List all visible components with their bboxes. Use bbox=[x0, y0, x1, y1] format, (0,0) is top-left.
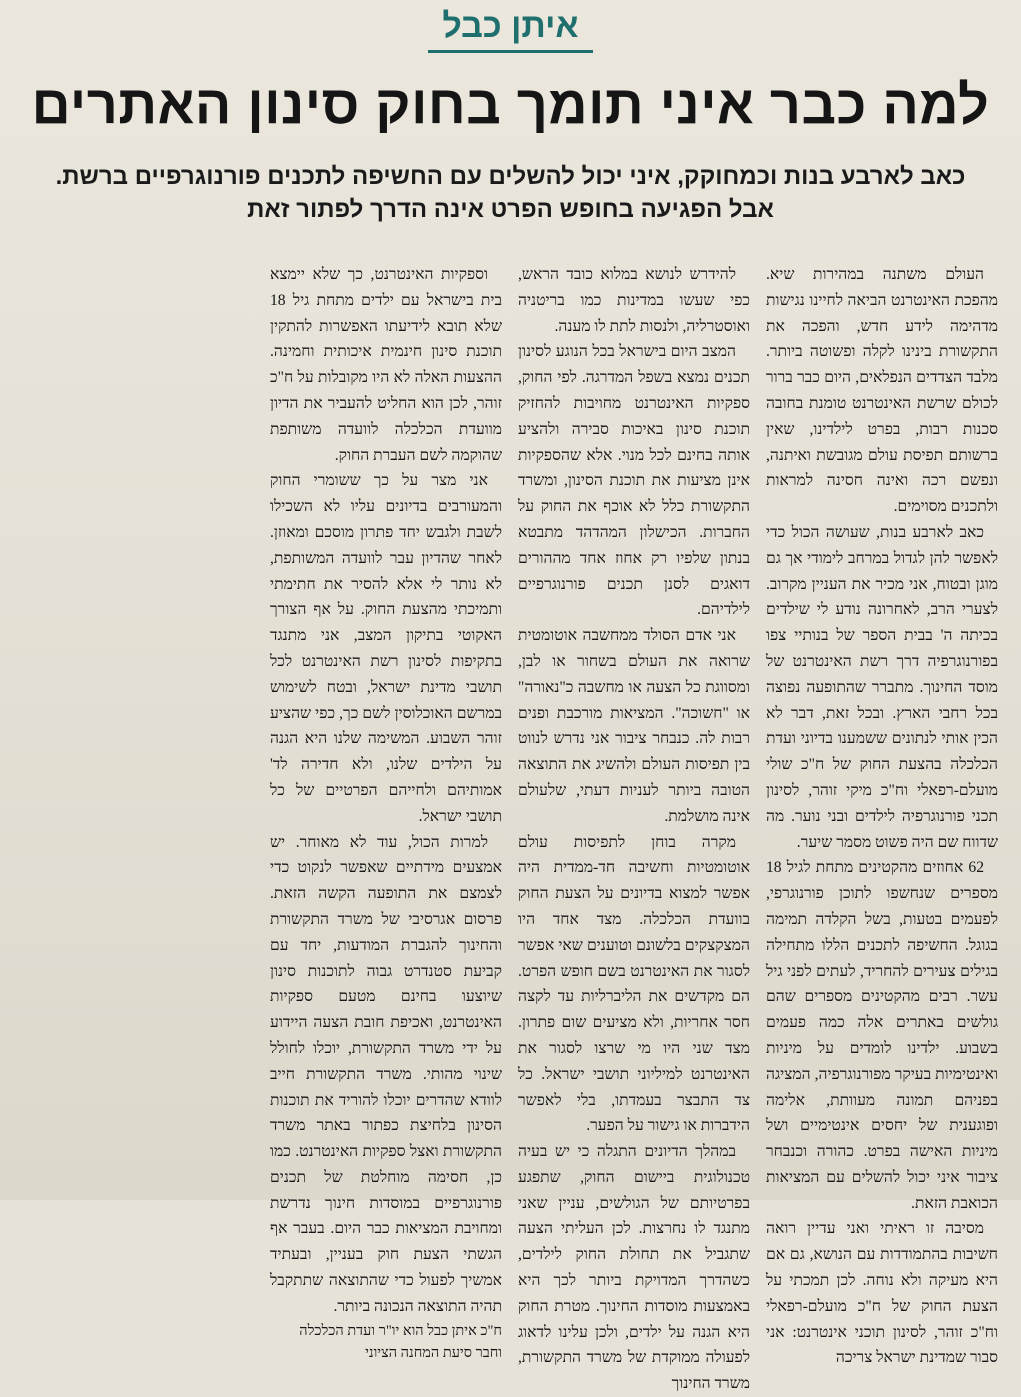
paragraph: אני אדם הסולד ממחשבה אוטומטית שרואה את העולם בשחור או לבן, ומסווגת כל הצעה או מחשבה כ"נאורה" או "חשוכה". המציאות מורכבת ופנים רבות לה. כנבחר ציבור אני נדרש לנווט בין תפיסות העולם ולהשיג את התוצאה הטובה ביותר לעניות דעתי, שלעולם אינה מושלמת. bbox=[518, 627, 750, 825]
author-header bbox=[0, 6, 1021, 53]
paragraph: מקרה בוחן לתפיסות עולם אוטומטיות וחשיבה חד-ממדית היה אפשר למצוא בדיונים על הצעת החוק בוועדת הכלכלה. מצד אחד היו המצקצקים בלשונם וטוענים שאי אפשר לסגור את האינטרנט בשם חופש הפרט. הם מקדשים את הליברליות עד לקצה חסר אחריות, ולא מציעים שום פתרון. מצד שני היו מי שרצו לסגור את האינטרנט למיליוני תושבי ישראל. כל צד התבצר בעמדתו, בלי לאפשר הידברות או גישור על הפער. bbox=[518, 833, 750, 1135]
paragraph: המצב היום בישראל בכל הנוגע לסינון תכנים נמצא בשפל המדרגה. לפי החוק, ספקיות האינטרנט מחויבות להחזיק תוכנת סינון באיכות סבירה ולהציע אותה בחינם לכל מנוי. אלא שהספקיות אינן מציעות את תוכנת הסינון, ומשרד התקשורת כלל לא אוכף את החוק על החברות. הכישלון המהדהד מתבטא בנתון שלפיו רק אחוז אחד מההורים דואגים לסנן תכנים פורנוגרפיים לילדיהם. bbox=[518, 343, 750, 619]
text-column-2 bbox=[518, 262, 750, 1393]
subtitle-line: כאב לארבע בנות וכמחוקק, איני יכול להשלים עם החשיפה לתכנים פורנוגרפיים ברשת. bbox=[55, 163, 966, 190]
paragraph: למרות הכול, עוד לא מאוחר. יש אמצעים מידתיים שאפשר לנקוט כדי לצמצם את התופעה הקשה הזאת. פרסום אגרסיבי של משרד התקשורת והחינוך להגברת המודעות, יחד עם קביעת סטנדרט גבוה לתוכנות סינון שיוצעו בחינם מטעם ספקיות האינטרנט, ואכיפת חובת הצעה היידוע על ידי משרד התקשורת, יוכלו לחולל שינוי מהותי. משרד התקשורת חייב לוודא שהדרים יוכלו להוריד את תוכנות הסינון בלחיצת כפתור באתר משרד התקשורת ואצל ספקיות האינטרנט. כמו כן, חסימה מוחלטת של תכנים פורנוגרפיים במוסדות חינוך נדרשת ומחויבת המציאות כבר היום. בעבר אף הגשתי הצעת חוק בעניין, ובעתיד אמשיך לפעול כדי שהתוצאה שתתקבל תהיה התוצאה הנכונה ביותר. bbox=[270, 833, 502, 1315]
paragraph: אני מצר על כך ששומרי החוק והמעורבים בדיונים עליו לא השכילו לשבת ולגבש יחד פתרון מוסכם ומאוזן. לאחר שהדיון עבר לוועדה המשותפת, לא נותר לי אלא להסיר את חתימתי ותמיכתי מהצעת החוק. על אף הצורך האקוטי בתיקון המצב, אני מתנגד בתקיפות לסינון רשת האינטרנט לכל תושבי מדינת ישראל, ובטח לשימוש במרשם האוכלוסין לשם כך, כפי שהציע זוהר השבוע. המשימה שלנו היא הגנה על הילדים שלנו, ולא חדירה לד' אמותיהם ולחייהם הפרטיים של כל תושבי ישראל. bbox=[270, 472, 502, 825]
headline: למה כבר איני תומך בחוק סינון האתרים bbox=[31, 75, 990, 135]
paragraph: העולם משתנה במהירות שיא. מהפכת האינטרנט הביאה לחיינו נגישות מדהימה לידע חדש, והפכה את התקשורת בינינו לקלה ופשוטה ביותר. מלבד הצדדים הנפלאים, היום כבר ברור לכולם שרשת האינטרנט טומנת בחובה סכנות רבות, בפרט לילדינו, שאין ברשותם תפיסת עולם מגובשת ואיתנה, ונפשם רכה ואינה חסינה למראות ולתכנים מסוימים. bbox=[766, 266, 998, 516]
paragraph: במהלך הדיונים התגלה כי יש בעיה טכנולוגית ביישום החוק, שתפגע בפרטיותם של הגולשים, עניין שאני מתנגד לו נחרצות. לכן העליתי הצעה שתגביל את תחולת החוק לילדים, כשהדרך המדויקת ביותר לכך היא באמצעות מוסדות החינוך. מטרת החוק היא הגנה על ילדים, ולכן עלינו לדאוג לפעולה ממוקדת של משרד התקשורת, משרד החינוך bbox=[518, 1143, 750, 1393]
paragraph: להידרש לנושא במלוא כובד הראש, כפי שעשו במדינות כמו בריטניה ואוסטרליה, ולנסות לתת לו מענה. bbox=[518, 266, 750, 335]
paragraph: וספקיות האינטרנט, כך שלא יימצא בית בישראל עם ילדים מתחת גיל 18 שלא תובא לידיעתו האפשרות להתקין תוכנת סינון חינמית איכותית וחמינה. ההצעות האלה לא היו מקובלות על ח"כ זוהר, לכן הוא החליט להעביר את הדיון מוועדת הכלכלה לוועדה משותפת שהוקמה לשם העברת החוק. bbox=[270, 266, 502, 464]
author-name: איתן כבל bbox=[428, 6, 592, 53]
text-column-1 bbox=[766, 262, 998, 1367]
byline-line: וחבר סיעת המחנה הציוני bbox=[365, 1344, 502, 1361]
paragraph: כאב לארבע בנות, שעושה הכול כדי לאפשר להן לגדול במרחב לימודי אך גם מוגן ובטוח, אני מכיר את העניין מקרוב. לצערי הרב, לאחרונה נודע לי שילדים בכיתה ה' בבית הספר של בנותיי צפו בפורנוגרפיה דרך רשת האינטרנט של מוסד החינוך. מתברר שהתופעה נפוצה בכל רחבי הארץ. ובכל זאת, דבר לא הכין אותי לנתונים ששמענו בדיוני ועדת הכלכלה בהצעת החוק של ח"כ שולי מועלם-רפאלי וח"כ מיקי זוהר, לסינון תכני פורנוגרפיה לילדים ובני נוער. מה שדווח שם היה פשוט מסמר שיער. bbox=[766, 523, 998, 851]
byline-line: ח"כ איתן כבל הוא יו"ר ועדת הכלכלה bbox=[299, 1322, 502, 1339]
paragraph: מסיבה זו ראיתי ואני עדיין רואה חשיבות בהתמודדות עם הנושא, גם אם היא מעיקה ולא נוחה. לכן תמכתי על הצעת החוק של ח"כ מועלם-רפאלי וח"כ זוהר, לסינון תוכני אינטרנט: אני סבור שמדינת ישראל צריכה bbox=[766, 1220, 998, 1367]
article-body bbox=[14, 262, 1006, 1393]
paragraph: 62 אחוזים מהקטינים מתחת לגיל 18 מספרים שנחשפו לתוכן פורנוגרפי, לפעמים בטעות, בשל הקלדה תמימה בגוגל. החשיפה לתכנים הללו מתחילה בגילים צעירים להחריד, לעתים לפני גיל עשר. רבים מהקטינים מספרים שהם גולשים באתרים אלה כמה פעמים בשבוע. ילדינו לומדים על מיניות ואינטימיות בעיקר מפורנוגרפיה, המציגה בפניהם תמונה מעוותת, אלימה ופוגענית של יחסים אינטימיים ושל מיניות האישה בפרט. כהורה וכנבחר ציבור איני יכול להשלים עם המציאות הכואבת הזאת. bbox=[766, 859, 998, 1212]
subtitle-line: אבל הפגיעה בחופש הפרט אינה הדרך לפתור זאת bbox=[247, 196, 774, 223]
text-column-3 bbox=[270, 262, 502, 1361]
subtitle bbox=[20, 160, 1001, 226]
author-byline bbox=[270, 1320, 502, 1364]
